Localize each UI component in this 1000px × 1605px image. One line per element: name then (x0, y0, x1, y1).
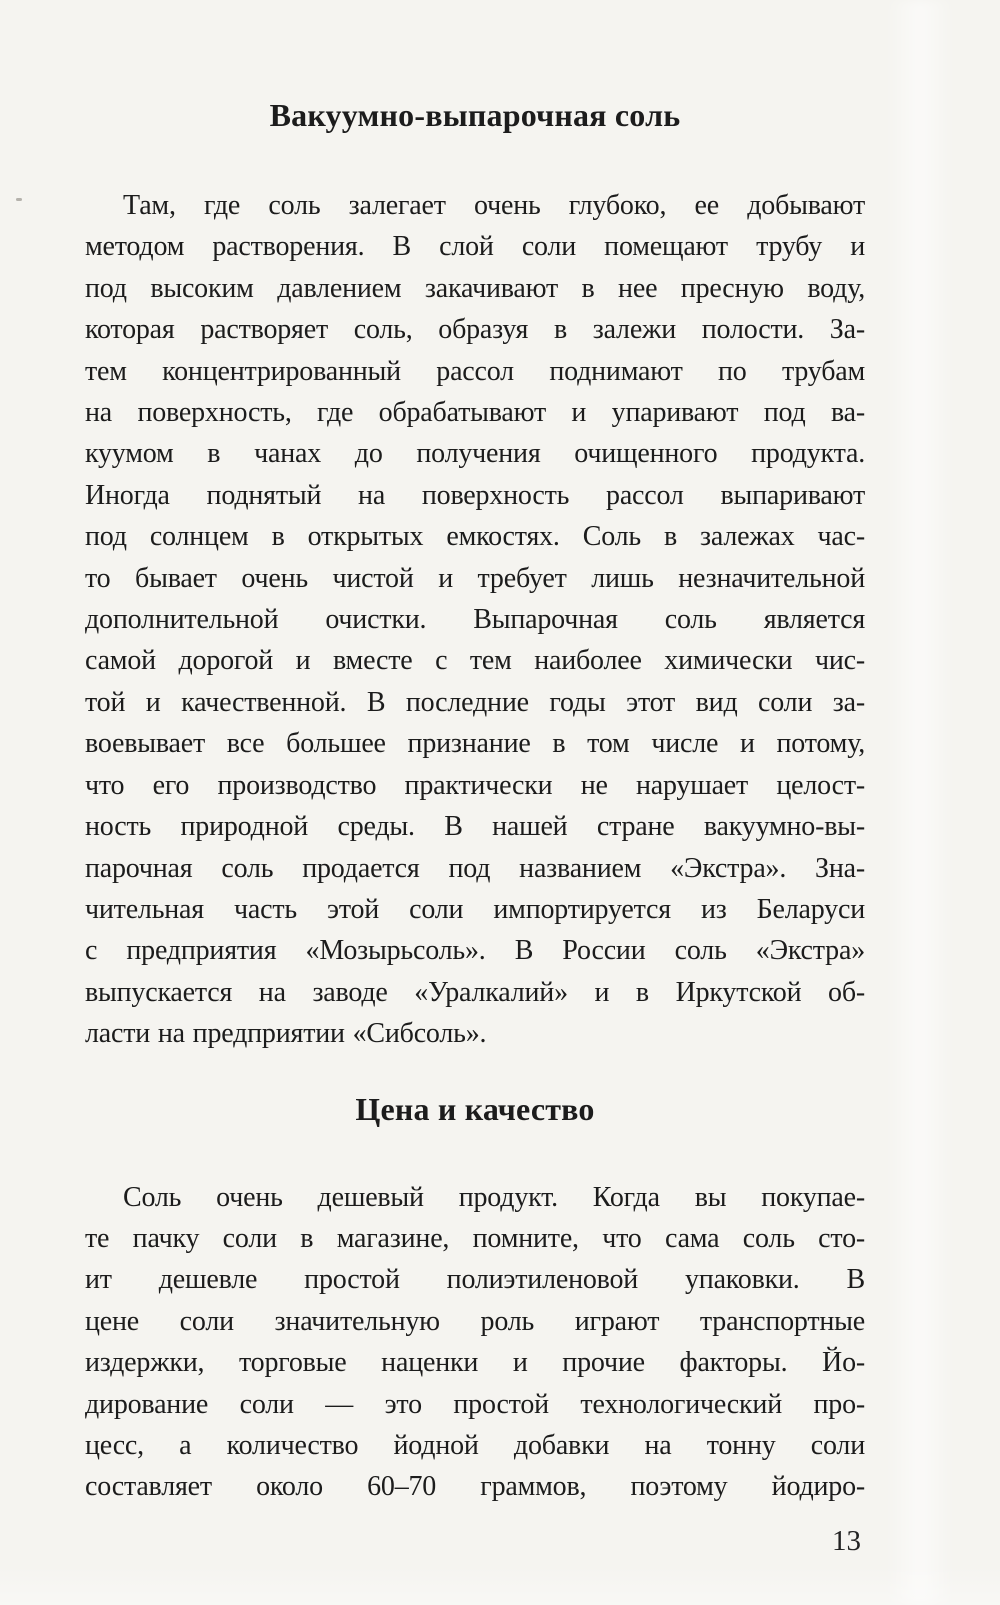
text-line: методом растворения. В слой соли помещают трубу и (85, 231, 865, 263)
text-line: те пачку соли в магазине, помните, что сама соль сто- (85, 1222, 865, 1254)
page-number: 13 (832, 1525, 861, 1557)
text-line: составляет около 60–70 граммов, поэтому йодиро- (85, 1471, 865, 1503)
text-line: цене соли значительную роль играют транспортные (85, 1305, 865, 1337)
text-line: которая растворяет соль, образуя в залежи полости. За- (85, 314, 865, 346)
text-line: ласти на предприятии «Сибсоль». (85, 1018, 487, 1050)
section-vacuum-evaporated-salt (85, 95, 865, 1055)
text-line: дополнительной очистки. Выпарочная соль является (85, 604, 865, 636)
text-line: самой дорогой и вместе с тем наиболее химически чис- (85, 645, 865, 677)
text-line: под высоким давлением закачивают в нее пресную воду, (85, 272, 865, 304)
section-heading: Цена и качество (355, 1090, 595, 1127)
scan-speck-artifact (16, 198, 22, 201)
paragraph (85, 185, 865, 1055)
text-line: дирование соли — это простой технологический про- (85, 1388, 865, 1420)
text-line: Иногда поднятый на поверхность рассол выпаривают (85, 479, 865, 511)
text-line: ит дешевле простой полиэтиленовой упаковки. В (85, 1264, 865, 1296)
text-line: цесс, а количество йодной добавки на тонну соли (85, 1429, 865, 1461)
text-line: чительная часть этой соли импортируется из Беларуси (85, 893, 865, 925)
text-line: воевывает все большее признание в том числе и потому, (85, 728, 865, 760)
text-line: ность природной среды. В нашей стране вакуумно-вы- (85, 811, 865, 843)
scan-light-artifact-bottom (0, 1565, 1000, 1605)
text-line: куумом в чанах до получения очищенного продукта. (85, 438, 865, 470)
text-line: парочная соль продается под названием «Экстра». Зна- (85, 852, 865, 884)
text-line: Соль очень дешевый продукт. Когда вы покупае- (123, 1181, 865, 1213)
text-line: той и качественной. В последние годы этот вид соли за- (85, 686, 865, 718)
section-price-and-quality (85, 1089, 865, 1508)
text-line: издержки, торговые наценки и прочие факторы. Йо- (85, 1347, 865, 1379)
paragraph (85, 1177, 865, 1508)
text-line: с предприятия «Мозырьсоль». В России соль «Экстра» (85, 935, 865, 967)
text-line: на поверхность, где обрабатывают и упаривают под ва- (85, 397, 865, 429)
text-line: что его производство практически не нарушает целост- (85, 769, 865, 801)
text-line: выпускается на заводе «Уралкалий» и в Иркутской об- (85, 976, 865, 1008)
text-line: тем концентрированный рассол поднимают по трубам (85, 355, 865, 387)
text-line: Там, где соль залегает очень глубоко, ее добывают (123, 190, 865, 221)
page-content (85, 95, 865, 1508)
text-line: то бывает очень чистой и требует лишь незначительной (85, 562, 865, 594)
text-line: под солнцем в открытых емкостях. Соль в залежах час- (85, 521, 865, 553)
section-heading: Вакуумно-выпарочная соль (269, 97, 681, 133)
scan-light-artifact (885, 0, 955, 1605)
